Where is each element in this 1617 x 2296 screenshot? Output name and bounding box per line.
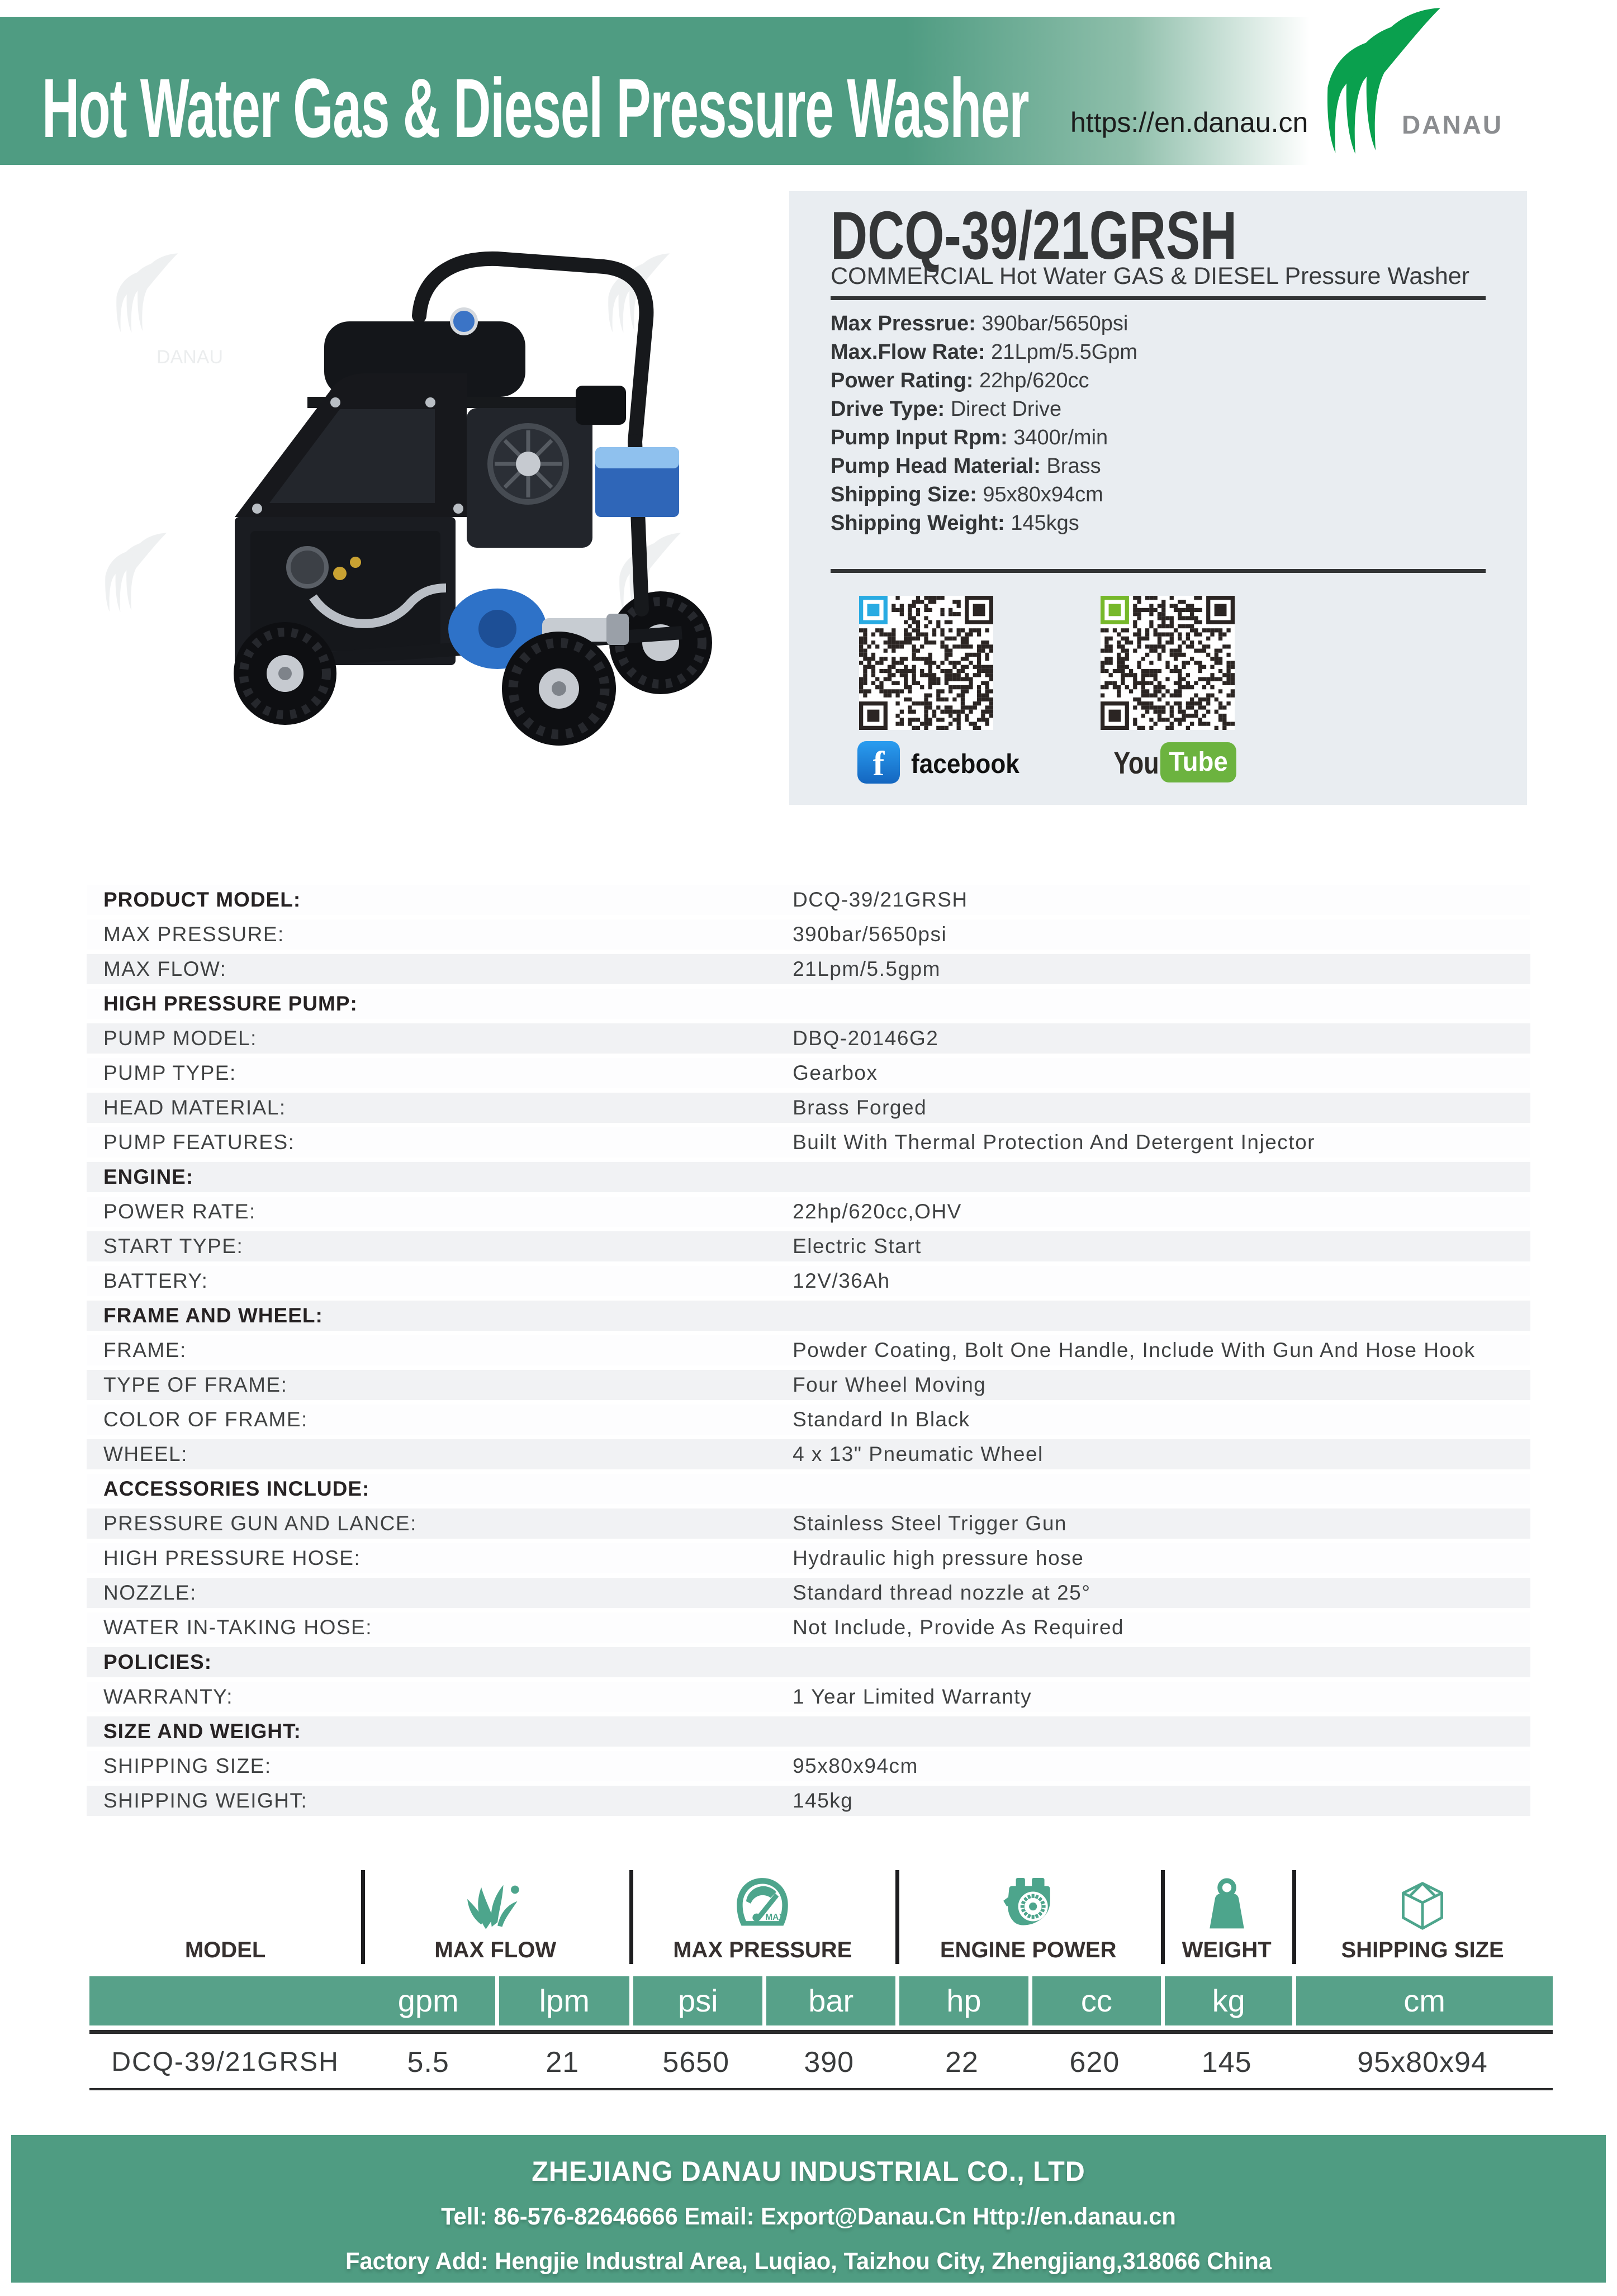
summary-group-model: MODEL [184, 1938, 266, 1962]
spec-table-row [87, 1474, 1530, 1508]
weight-icon [1161, 1868, 1292, 1934]
spec-value: 95x80x94cm [793, 1754, 918, 1777]
spec-table-row [87, 954, 1530, 989]
spec-table-row [87, 1127, 1530, 1162]
product-model-title: DCQ-39/21GRSH [831, 197, 1237, 273]
spec-table-row [87, 989, 1530, 1023]
quick-spec-line: Max Pressrue: 390bar/5650psi [831, 312, 1128, 335]
spec-value: 12V/36Ah [793, 1269, 890, 1292]
footer-address-line: Factory Add: Hengjie Industral Area, Luqiao, Taizhou City, Zhengjiang,318066 China [345, 2248, 1272, 2275]
spec-label: COLOR OF FRAME: [103, 1408, 308, 1431]
summary-table [89, 1867, 1553, 2090]
spec-label: PRODUCT MODEL: [103, 888, 301, 911]
spec-label: POLICIES: [103, 1650, 212, 1673]
unit-cell: psi [629, 1976, 762, 2025]
spec-label: SHIPPING SIZE: [103, 1754, 272, 1777]
spec-value: Powder Coating, Bolt One Handle, Include With Gun And Hose Hook [793, 1339, 1476, 1362]
spec-label: FRAME: [103, 1339, 187, 1362]
footer-company-name: ZHEJIANG DANAU INDUSTRIAL CO., LTD [532, 2156, 1085, 2187]
quick-spec-line: Shipping Size: 95x80x94cm [831, 483, 1103, 506]
spec-label: MAX FLOW: [103, 957, 227, 980]
spec-table-row [87, 1716, 1530, 1751]
spec-value [793, 989, 1530, 1019]
product-info-card [789, 191, 1527, 805]
spec-value: DBQ-20146G2 [793, 1027, 939, 1050]
spec-table-row [87, 1301, 1530, 1335]
column-divider [629, 1870, 633, 1964]
pressure-washer-illustration [234, 259, 712, 746]
page-title: Hot Water Gas & Diesel Pressure Washer [42, 61, 1029, 155]
spec-table-row [87, 919, 1530, 954]
quick-spec-line: Pump Input Rpm: 3400r/min [831, 426, 1108, 449]
spec-table-row [87, 1335, 1530, 1370]
spec-table-row [87, 1612, 1530, 1647]
spec-value: Brass Forged [793, 1096, 927, 1119]
spec-value: Not Include, Provide As Required [793, 1616, 1125, 1639]
summary-header-row [89, 1867, 1553, 1965]
spec-table-row [87, 1543, 1530, 1578]
spec-value: 390bar/5650psi [793, 923, 947, 946]
unit-cell: gpm [361, 1976, 495, 2025]
spec-value: 145kg [793, 1789, 853, 1812]
spec-label: HIGH PRESSURE PUMP: [103, 992, 358, 1015]
spec-value: 1 Year Limited Warranty [793, 1685, 1032, 1708]
spec-table-row [87, 1578, 1530, 1612]
spec-table-row [87, 1439, 1530, 1474]
watermark-text: DANAU [157, 347, 224, 368]
summary-value-cell: 390 [804, 2046, 855, 2079]
summary-value-cell: 620 [1069, 2046, 1120, 2079]
spec-label: TYPE OF FRAME: [103, 1373, 288, 1396]
spec-label: MAX PRESSURE: [103, 923, 284, 946]
spec-value: Standard In Black [793, 1408, 970, 1431]
spec-table-row [87, 1786, 1530, 1820]
column-divider [361, 1870, 365, 1964]
footer-banner [11, 2135, 1606, 2283]
quick-spec-line: Max.Flow Rate: 21Lpm/5.5Gpm [831, 340, 1138, 364]
quick-specs-list [831, 310, 1486, 538]
spec-label: PUMP FEATURES: [103, 1131, 295, 1154]
spec-label: HEAD MATERIAL: [103, 1096, 286, 1119]
summary-value-cell: 5.5 [407, 2046, 449, 2079]
spec-table-row [87, 1023, 1530, 1058]
spec-value: 22hp/620cc,OHV [793, 1200, 962, 1223]
spec-table-row [87, 1058, 1530, 1093]
summary-data-row [89, 2038, 1553, 2087]
spec-value: Built With Thermal Protection And Detergent Injector [793, 1131, 1315, 1154]
quick-spec-line: Power Rating: 22hp/620cc [831, 369, 1089, 392]
spec-table-row [87, 1231, 1530, 1266]
spec-table-row [87, 1647, 1530, 1682]
spec-table-row [87, 1093, 1530, 1127]
spec-value [793, 1301, 1530, 1331]
spec-value: Electric Start [793, 1235, 922, 1258]
spec-label: BATTERY: [103, 1269, 208, 1292]
spec-value: 4 x 13" Pneumatic Wheel [793, 1443, 1044, 1465]
youtube-you-text: You [1113, 744, 1159, 780]
column-divider [895, 1870, 899, 1964]
summary-value-cell: 145 [1201, 2046, 1252, 2079]
spec-table-row [87, 1405, 1530, 1439]
divider-line [831, 569, 1486, 573]
summary-group-max-pressure: MAX MAX PRESSURE [629, 1867, 895, 1965]
units-header-row [89, 1976, 1553, 2025]
unit-cell: bar [762, 1976, 895, 2025]
spec-label: POWER RATE: [103, 1200, 256, 1223]
spec-value: Gearbox [793, 1061, 878, 1084]
facebook-label[interactable]: facebook [911, 749, 1019, 779]
summary-value-cell: 5650 [662, 2046, 730, 2079]
summary-value-cell: 95x80x94 [1357, 2046, 1488, 2079]
product-photo [73, 218, 732, 755]
gauge-max-label: MAX [765, 1913, 785, 1923]
spec-label: WHEEL: [103, 1443, 188, 1465]
spec-table-row [87, 1370, 1530, 1405]
spec-value [793, 1474, 1530, 1504]
unit-cell: cm [1292, 1976, 1553, 2025]
spec-value: Standard thread nozzle at 25° [793, 1581, 1091, 1604]
engine-icon [895, 1868, 1161, 1934]
shipping-box-icon [1292, 1868, 1553, 1934]
youtube-tube-badge: Tube [1160, 742, 1236, 782]
brand-name: DANAU [1402, 110, 1504, 139]
spec-table-row [87, 1751, 1530, 1786]
spec-label: ENGINE: [103, 1165, 194, 1188]
quick-spec-line: Shipping Weight: 145kgs [831, 511, 1079, 535]
unit-cell: cc [1028, 1976, 1161, 2025]
spec-table-row [87, 1682, 1530, 1716]
spec-value [793, 1647, 1530, 1677]
spec-table-row [87, 1508, 1530, 1543]
spec-label: SHIPPING WEIGHT: [103, 1789, 308, 1812]
water-flow-icon [361, 1868, 629, 1934]
table-rule [89, 2030, 1553, 2034]
header-url-link[interactable]: https://en.danau.cn [1070, 107, 1308, 138]
spec-value [793, 1716, 1530, 1747]
youtube-qr-code [1101, 596, 1235, 730]
pressure-gauge-icon [629, 1868, 895, 1934]
summary-group-max-flow: MAX FLOW [361, 1867, 629, 1965]
spec-value: Hydraulic high pressure hose [793, 1547, 1084, 1569]
spec-table-row [87, 885, 1530, 919]
spec-table-row [87, 1266, 1530, 1301]
spec-label: PUMP TYPE: [103, 1061, 236, 1084]
spec-value: Four Wheel Moving [793, 1373, 987, 1396]
units-spacer-cell [89, 1976, 361, 2025]
unit-cell: hp [895, 1976, 1028, 2025]
spec-table-row [87, 1197, 1530, 1231]
footer-contact-line: Tell: 86-576-82646666 Email: Export@Danau.Cn Http://en.danau.cn [441, 2203, 1176, 2230]
divider-line [831, 296, 1486, 300]
spec-label: START TYPE: [103, 1235, 244, 1258]
spec-label: ACCESSORIES INCLUDE: [103, 1477, 370, 1500]
summary-model-cell: DCQ-39/21GRSH [111, 2047, 339, 2077]
spec-label: PUMP MODEL: [103, 1027, 257, 1050]
quick-spec-line: Drive Type: Direct Drive [831, 397, 1062, 421]
quick-spec-line: Pump Head Material: Brass [831, 454, 1101, 478]
spec-value [793, 1162, 1530, 1192]
spec-label: HIGH PRESSURE HOSE: [103, 1547, 361, 1569]
facebook-qr-code [859, 596, 993, 730]
summary-group-engine-power: ENGINE POWER [895, 1867, 1161, 1965]
spec-label: FRAME AND WHEEL: [103, 1304, 323, 1327]
spec-table-row [87, 1162, 1530, 1197]
column-divider [1161, 1870, 1165, 1964]
spec-label: WARRANTY: [103, 1685, 234, 1708]
spec-label: PRESSURE GUN AND LANCE: [103, 1512, 417, 1535]
summary-group-weight: WEIGHT [1161, 1867, 1292, 1965]
summary-value-cell: 21 [546, 2046, 580, 2079]
spec-value: DCQ-39/21GRSH [793, 888, 968, 911]
product-subtitle: COMMERCIAL Hot Water GAS & DIESEL Pressure Washer [831, 263, 1469, 290]
summary-group-shipping-size: SHIPPING SIZE [1292, 1867, 1553, 1965]
spec-value: Stainless Steel Trigger Gun [793, 1512, 1067, 1535]
unit-cell: lpm [495, 1976, 629, 2025]
youtube-logo[interactable] [1102, 742, 1240, 787]
specification-table [87, 885, 1530, 1820]
spec-label: NOZZLE: [103, 1581, 197, 1604]
summary-value-cell: 22 [945, 2046, 979, 2079]
column-divider [1292, 1870, 1296, 1964]
spec-value: 21Lpm/5.5gpm [793, 957, 941, 980]
spec-label: SIZE AND WEIGHT: [103, 1720, 301, 1743]
facebook-icon[interactable]: f [857, 741, 900, 784]
table-rule [89, 2088, 1553, 2090]
spec-label: WATER IN-TAKING HOSE: [103, 1616, 372, 1639]
unit-cell: kg [1161, 1976, 1292, 2025]
